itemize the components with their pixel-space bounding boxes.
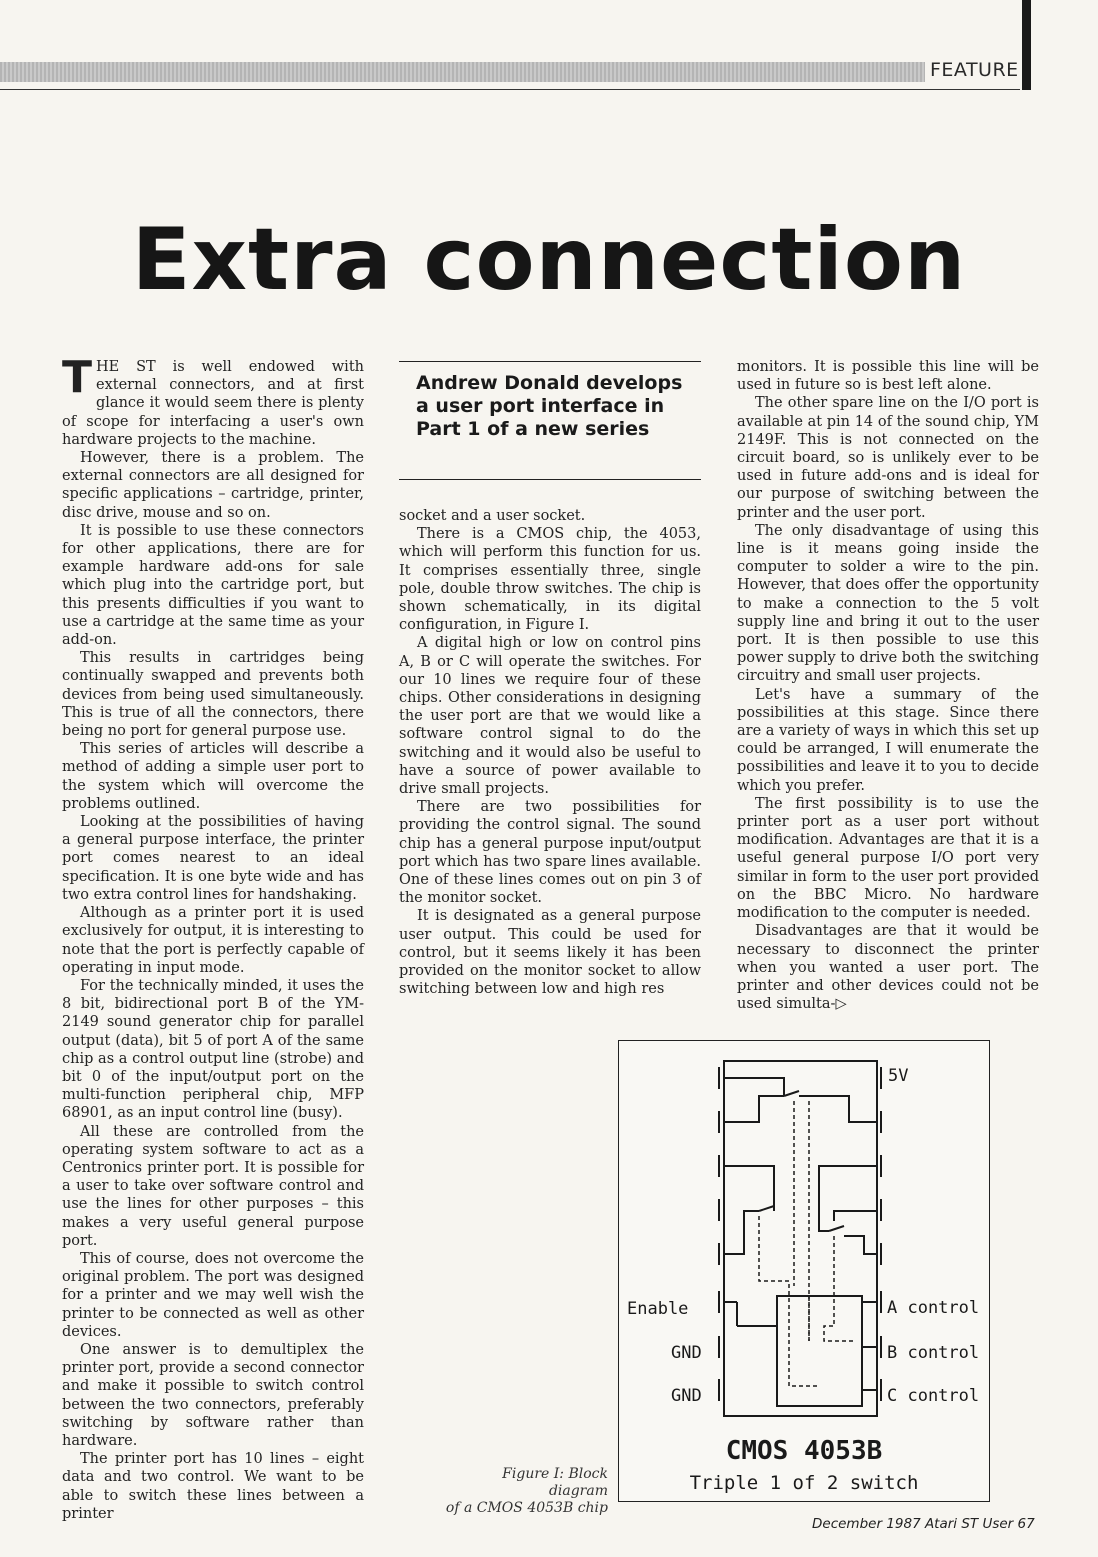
section-label: FEATURE [930, 59, 1019, 81]
paragraph: All these are controlled from the operating system software to act as a Centronics printer port. It is possible for a user to take over software control and use the lines for other purposes – this makes a very useful general purpose port. [62, 1123, 364, 1249]
paragraph: It is possible to use these connectors for other applications, there are for example hardware add-ons for sale which plug into the cartridge port, but this presents difficulties if you want to use a cartridge at the same time as your add-on. [62, 522, 364, 649]
paragraph: For the technically minded, it uses the 8 bit, bidirectional port B of the YM-2149 sound generator chip for parallel output (data), bit 5 of port A of the same chip as a control output line (strobe) and bit 0 of the input/output port on the multi-function peripheral chip, MFP 68901, as an input control line (busy). [62, 977, 364, 1122]
drop-cap: T [62, 352, 93, 403]
paragraph: There are two possibilities for providing the control signal. The sound chip has a general purpose input/output port which has two spare lines available. One of these lines comes out on pin 3 of the monitor socket. [399, 799, 701, 907]
paragraph: The first possibility is to use the printer port as a user port without modification. Advantages are that it is a useful general purpose I/O port very similar in form to the user port provided on the BBC Micro. No hardware modification to the computer is needed. [737, 795, 1039, 922]
label-a-control: A control [887, 1298, 980, 1318]
paragraph: Looking at the possibilities of having a general purpose interface, the printer port comes nearest to an ideal specification. It is one byte wide and has two extra control lines for handshaking. [62, 814, 364, 903]
label-enable: Enable [627, 1299, 689, 1319]
label-b-control: B control [887, 1343, 980, 1363]
header-bar [0, 62, 925, 82]
standfirst-box [399, 361, 701, 480]
paragraph: Although as a printer port it is used exclusively for output, it is interesting to note that the port is perfectly capable of operating in input mode. [62, 905, 364, 976]
paragraph: This series of articles will describe a method of adding a simple user port to the system which will overcome the problems outlined. [62, 741, 364, 812]
block-diagram [619, 1041, 989, 1501]
continued-arrow-icon: ▷ [835, 996, 847, 1013]
label-c-control: C control [887, 1386, 980, 1406]
label-gnd-2: GND [671, 1386, 702, 1406]
paragraph: The only disadvantage of using this line is it means going inside the computer to solder a wire to the pin. However, that does offer the opportunity to make a connection to the 5 volt supply line and bring it out to the user port. It is then possible to use this power supply to drive both the switching circuitry and small user projects. [737, 522, 1039, 685]
page-edge-mark [1022, 0, 1031, 90]
paragraph: The printer port has 10 lines – eight data and two control. We want to be able to switch these lines between a printer [62, 1451, 364, 1522]
paragraph: There is a CMOS chip, the 4053, which will perform this function for us. It comprises essentially three, single pole, double throw switches. The chip is shown schematically, in its digital configuration, in Figure I. [399, 526, 701, 634]
article-column-3 [737, 358, 1039, 1013]
chip-body [724, 1061, 877, 1416]
paragraph: This results in cartridges being continually swapped and prevents both devices from being used simultaneously. This is true of all the connectors, there being no port for general purpose use. [62, 650, 364, 740]
label-gnd-1: GND [671, 1343, 702, 1363]
paragraph: monitors. It is possible this line will be used in future so is best left alone. [737, 359, 1039, 394]
paragraph: Let's have a summary of the possibilities at this stage. Since there are a variety of ways in which this set up could be arranged, I will enumerate the possibilities and leave it to you to decide which you prefer. [737, 686, 1039, 794]
paragraph: It is designated as a general purpose user output. This could be used for control, but it seems likely it has been provided on the monitor socket to allow switching between low and high res [399, 908, 701, 998]
page-footer: December 1987 Atari ST User 67 [812, 1516, 1035, 1532]
paragraph: THE ST is well endowed with external connectors, and at first glance it would seem there is plenty of scope for interfacing a user's own hardware projects to the machine. [62, 352, 364, 448]
paragraph: However, there is a problem. The external connectors are all designed for specific applications – cartridge, printer, disc drive, mouse and so on. [62, 450, 364, 521]
paragraph: One answer is to demultiplex the printer port, provide a second connector and make it possible to switch control between the two connectors, preferably switching by software rather than hardware. [62, 1341, 364, 1449]
figure-caption: Figure I: Block diagram of a CMOS 4053B chip [445, 1466, 608, 1516]
paragraph: This of course, does not overcome the original problem. The port was designed for a printer and we may well wish the printer to be connected as well as other devices. [62, 1250, 364, 1340]
chip-description: Triple 1 of 2 switch [689, 1472, 919, 1494]
paragraph: Disadvantages are that it would be necessary to disconnect the printer when you wanted a user port. The printer and other devices could not be used simulta-▷ [737, 923, 1039, 1013]
paragraph: socket and a user socket. [399, 508, 586, 524]
paragraph: The other spare line on the I/O port is available at pin 14 of the sound chip, YM 2149F. This is not connected on the circuit board, so is unlikely ever to be used in future add-ons and is ideal for our purpose of switching between the printer and the user port. [737, 395, 1039, 521]
article-title: Extra connection [131, 210, 967, 310]
standfirst: Andrew Donald develops a user port interface in Part 1 of a new series [416, 372, 683, 440]
article-column-2 [399, 507, 701, 998]
figure-block-diagram [618, 1040, 990, 1502]
header-rule [0, 89, 1020, 90]
chip-name: CMOS 4053B [725, 1436, 883, 1466]
article-column-1 [62, 352, 364, 1523]
label-5v: 5V [888, 1066, 909, 1086]
paragraph: A digital high or low on control pins A, B or C will operate the switches. For our 10 lines we require four of these chips. Other considerations in designing the user port are that we would like a software control signal to do the switching and it would also be useful to have a source of power available to drive small projects. [399, 635, 701, 798]
